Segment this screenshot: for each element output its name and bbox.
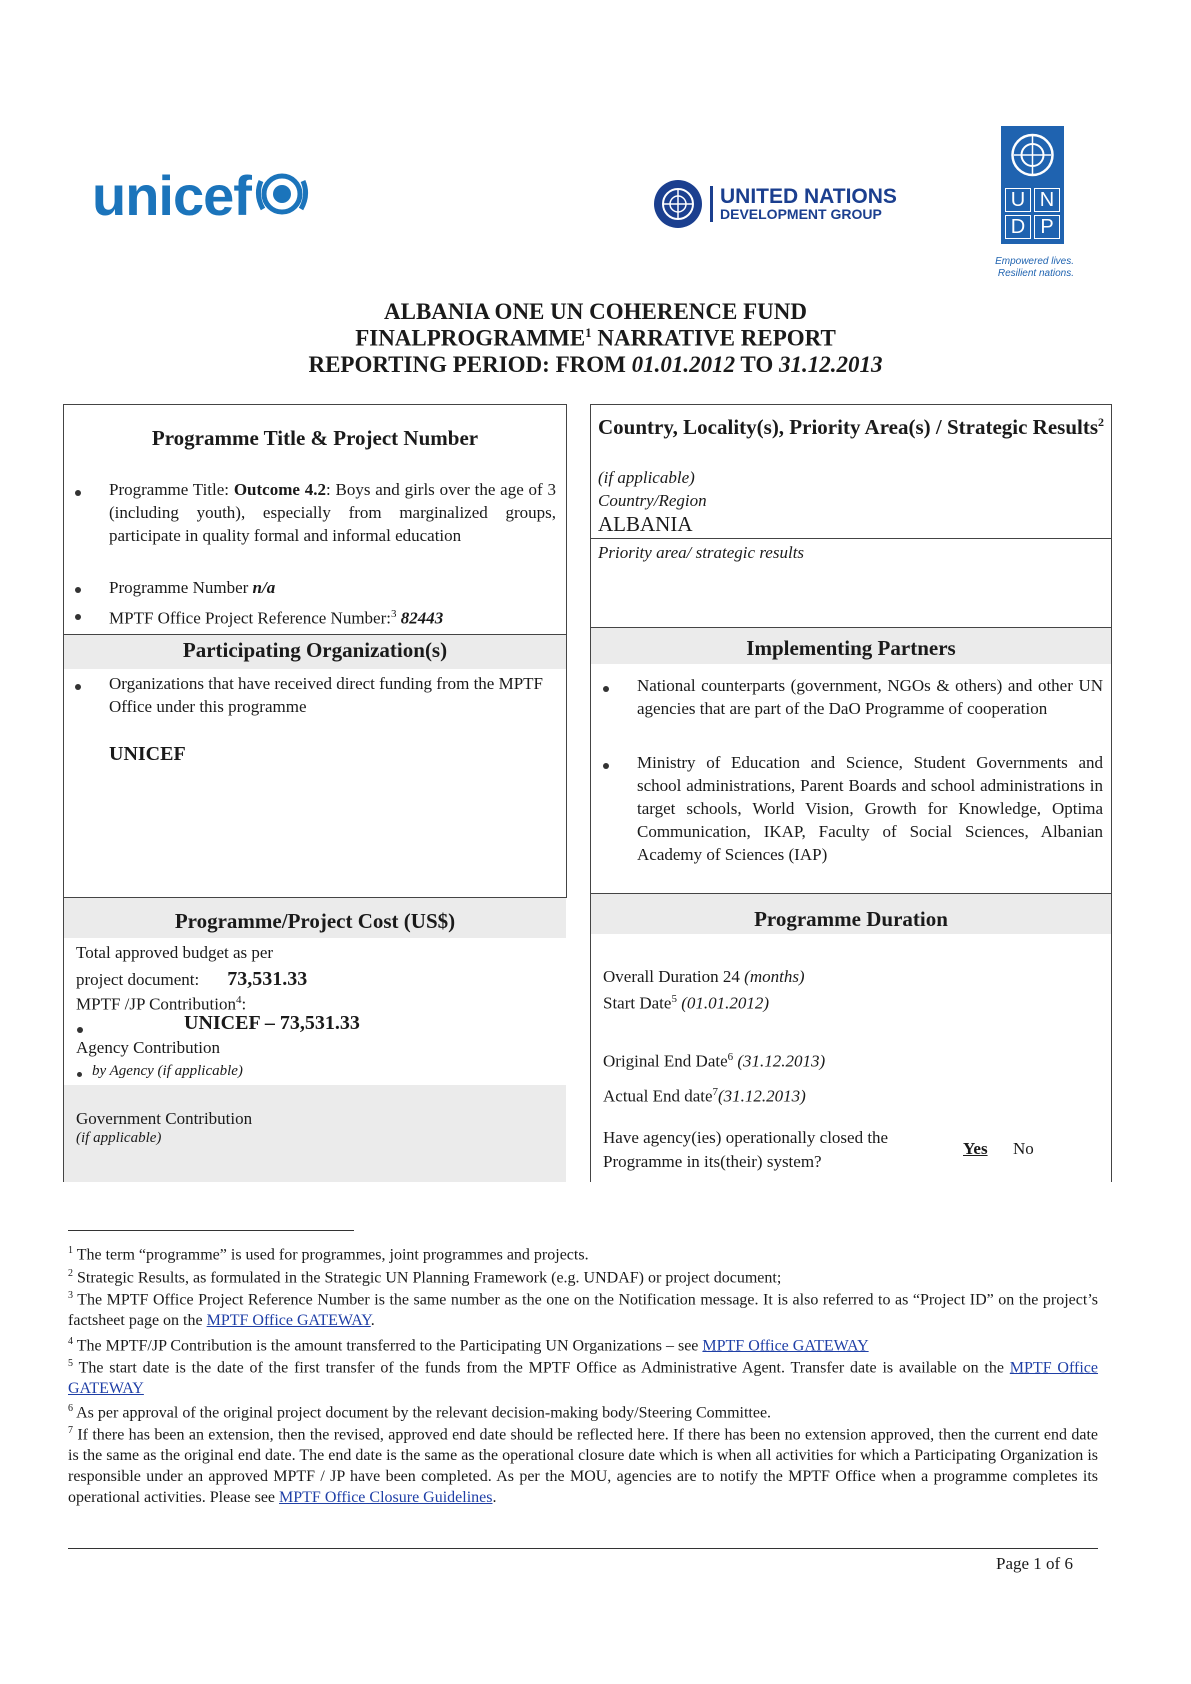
footnote-text: . <box>492 1489 497 1507</box>
total-budget-label: Total approved budget as per <box>76 943 274 962</box>
page-number: Page 1 of 6 <box>996 1554 1073 1573</box>
footnote-ref: 3 <box>391 608 397 620</box>
label: MPTF /JP Contribution <box>76 994 236 1014</box>
footnote-text: Strategic Results, as formulated in the Strategic UN Planning Framework (e.g. UNDAF) or project document; <box>77 1269 782 1287</box>
undp-letter: U <box>1005 188 1031 212</box>
unicef-logo <box>92 164 311 227</box>
title-part: REPORTING PERIOD: FROM <box>308 352 632 377</box>
overall-duration <box>603 965 805 988</box>
footnote-3: $^3$ The MPTF Office Project Reference Number is the same number as the one on the Notification message. It is also referred to as “Project ID” on the project’s factsheet page on the MPTF Office GATEWAY. <box>68 1290 1098 1330</box>
title-part: FINALPROGRAMME <box>355 325 586 351</box>
mptf-gateway-link[interactable]: MPTF Office GATEWAY <box>702 1337 869 1355</box>
undg-line1: UNITED NATIONS <box>720 185 897 208</box>
undp-logo <box>1001 126 1064 244</box>
label: MPTF Office Project Reference Number: <box>109 608 391 628</box>
implementing-item: National counterparts (government, NGOs & others) and other UN agencies that are part of the DaO Programme of cooperation <box>637 676 1103 718</box>
undg-line2: DEVELOPMENT GROUP <box>720 206 882 222</box>
undp-letter: P <box>1034 215 1060 239</box>
bullet-icon <box>77 1027 83 1033</box>
table-border <box>590 538 1112 539</box>
undp-letter: D <box>1005 215 1031 239</box>
actual-end-date-value: (31.12.2013) <box>718 1086 806 1106</box>
footnote-7: $^7$ If there has been an extension, then the revised, approved end date should be reflected here. If there has been no extension approved, then the current end date is the same as the original end date. The end date is the same as the operational closure date which is when all activities for which a Participating Organization is responsible under an approved MPTF / JP have been completed. As per the MOU, agencies are to notify the MPTF Office when a programme completes its operational activities. Please see MPTF Office Closure Guidelines. <box>68 1425 1098 1507</box>
report-title-line2 <box>0 325 1191 352</box>
unicef-contribution: UNICEF – 73,531.33 <box>184 1012 360 1034</box>
mptf-gateway-link[interactable]: MPTF Office GATEWAY <box>68 1359 1099 1398</box>
heading-text: Country, Locality(s), Priority Area(s) / Strategic Results <box>597 415 1099 439</box>
agency-contribution-label: Agency Contribution <box>76 1038 221 1057</box>
mptf-gateway-link[interactable]: MPTF Office GATEWAY <box>206 1312 371 1330</box>
outcome-label: Outcome 4.2 <box>233 480 326 499</box>
participating-org: UNICEF <box>109 743 186 765</box>
footnote-ref: 4 <box>235 994 242 1006</box>
label: project document: <box>76 970 200 989</box>
participating-item: Organizations that have received direct funding from the MPTF Office under this programme <box>109 674 544 716</box>
cost-heading: Programme/Project Cost (US$) <box>174 909 456 933</box>
undp-tagline-line2: Resilient nations. <box>997 268 1074 279</box>
start-date <box>603 988 769 1015</box>
period-from: 01.01.2012 <box>631 352 736 377</box>
closed-yes-option: Yes <box>963 1139 988 1158</box>
undp-tagline-line1: Empowered lives. <box>995 256 1074 267</box>
label: Actual End date <box>603 1086 713 1106</box>
bullet-icon <box>603 763 609 769</box>
table-border <box>63 404 567 405</box>
footnote-text: The MPTF Office Project Reference Number is the same number as the one on the Notification message. It is also referred to as “Project ID” on the project’s factsheet page on the <box>68 1291 1098 1330</box>
table-border <box>1111 404 1112 1182</box>
if-applicable-note: (if applicable) <box>598 468 695 487</box>
country-heading <box>595 409 1107 441</box>
government-contribution-note: (if applicable) <box>76 1130 162 1146</box>
report-title-line3 <box>0 352 1191 378</box>
footnote-ref: 2 <box>1098 415 1105 429</box>
government-contribution-label: Government Contribution <box>76 1109 253 1128</box>
footnote-text: If there has been an extension, then the revised, approved end date should be reflected here. If there has been no extension approved, then the current end date is the same as the original end date. The end date is the same as the operational closure date which is when all activities for which a Participating Organization is responsible under an approved MPTF / JP have been completed. As per the MOU, agencies are to notify the MPTF Office when a programme completes its operational activities. Please see <box>68 1426 1098 1507</box>
label: Start Date <box>603 993 672 1013</box>
implementing-item: Ministry of Education and Science, Student Governments and school administrations, Parent Boards and school administrations in target schools, World Vision, Growth for Knowledge, Optima Communication, IKAP, Faculty of Social Sciences, Albanian Academy of Sciences (IAP) <box>637 753 1103 864</box>
footnote-2: $^2$ Strategic Results, as formulated in the Strategic UN Planning Framework (e.g. UNDAF) or project document; <box>68 1268 782 1287</box>
table-border <box>63 404 64 1182</box>
footer-rule <box>68 1548 1098 1549</box>
closure-guidelines-link[interactable]: MPTF Office Closure Guidelines <box>279 1489 493 1507</box>
programme-number-item <box>109 576 275 599</box>
footnote-6: $^6$ As per approval of the original project document by the relevant decision-making body/Steering Committee. <box>68 1403 772 1422</box>
footnote-1: $^1$ The term “programme” is used for programmes, joint programmes and projects. <box>68 1245 589 1264</box>
table-border <box>566 404 567 897</box>
table-border <box>590 404 1112 405</box>
programme-title-heading: Programme Title & Project Number <box>151 426 479 450</box>
label: : <box>241 994 247 1014</box>
undp-letter: N <box>1034 188 1060 212</box>
title-part: NARRATIVE REPORT <box>591 325 836 351</box>
un-emblem-icon <box>1005 130 1060 180</box>
label: Programme Title: <box>109 480 234 499</box>
original-end-date-value: (31.12.2013) <box>733 1051 826 1071</box>
duration-unit: (months) <box>744 967 805 986</box>
footnote-text: . <box>370 1312 375 1330</box>
footnote-ref: 6 <box>727 1051 734 1063</box>
footnote-text: The term “programme” is used for programmes, joint programmes and projects. <box>76 1246 589 1264</box>
footnote-text: The MPTF/JP Contribution is the amount transferred to the Participating UN Organizations – see <box>76 1337 703 1355</box>
report-title-line1: ALBANIA ONE UN COHERENCE FUND <box>384 299 807 324</box>
footnote-ref: 7 <box>712 1086 719 1098</box>
closed-question-line2: Programme in its(their) system? <box>603 1152 822 1171</box>
label: Programme Number <box>109 578 253 597</box>
country-value: ALBANIA <box>598 512 693 536</box>
footnote-ref: 5 <box>671 993 677 1005</box>
footnote-text: As per approval of the original project document by the relevant decision-making body/Steering Committee. <box>76 1404 772 1422</box>
original-end-date <box>603 1046 825 1073</box>
title-part: TO <box>735 352 779 377</box>
bullet-icon <box>75 684 81 690</box>
footnote-text: The start date is the date of the first transfer of the funds from the MPTF Office as Administrative Agent. Transfer date is available on the <box>78 1359 1010 1377</box>
footnote-separator <box>68 1230 354 1231</box>
bullet-icon <box>77 1072 82 1077</box>
by-agency-note: by Agency (if applicable) <box>92 1063 243 1079</box>
footnote-5: $^5$ The start date is the date of the first transfer of the funds from the MPTF Office as Administrative Agent. Transfer date is available on the MPTF Office GATEWAY <box>68 1358 1099 1398</box>
table-border <box>590 404 591 1182</box>
implementing-heading: Implementing Partners <box>746 636 956 660</box>
bullet-icon <box>75 614 81 620</box>
closed-no-option: No <box>1013 1139 1034 1158</box>
outcome-text: : Boys and girls over the age of 3 (including youth), especially from marginalized groups, participate in quality formal and informal education <box>109 480 556 545</box>
bullet-icon <box>603 686 609 692</box>
total-budget-value: 73,531.33 <box>227 968 308 990</box>
undg-logo <box>652 178 897 230</box>
participating-heading: Participating Organization(s) <box>182 638 448 662</box>
bullet-icon <box>75 490 81 496</box>
label: Original End Date <box>603 1051 728 1071</box>
unicef-wordmark: unicef <box>92 164 251 227</box>
project-reference-item <box>109 603 443 630</box>
footnote-ref: 1 <box>585 325 592 340</box>
actual-end-date <box>603 1081 806 1108</box>
period-to: 31.12.2013 <box>779 352 883 377</box>
country-region-label: Country/Region <box>598 491 707 510</box>
footnote-4: $^4$ The MPTF/JP Contribution is the amount transferred to the Participating UN Organizations – see MPTF Office GATEWAY <box>68 1336 869 1355</box>
programme-title-item <box>109 478 556 547</box>
closed-question-line1: Have agency(ies) operationally closed the <box>603 1128 889 1147</box>
unicef-emblem-icon <box>253 169 311 221</box>
programme-number-value: n/a <box>252 578 276 597</box>
start-date-value: (01.01.2012) <box>676 993 770 1013</box>
undp-tagline <box>992 256 1074 280</box>
duration-heading: Programme Duration <box>754 907 948 931</box>
label: Overall Duration 24 <box>603 967 745 986</box>
un-emblem-icon <box>652 178 704 230</box>
bullet-icon <box>75 587 81 593</box>
priority-area-label: Priority area/ strategic results <box>598 543 805 562</box>
project-reference-value: 82443 <box>400 608 444 628</box>
